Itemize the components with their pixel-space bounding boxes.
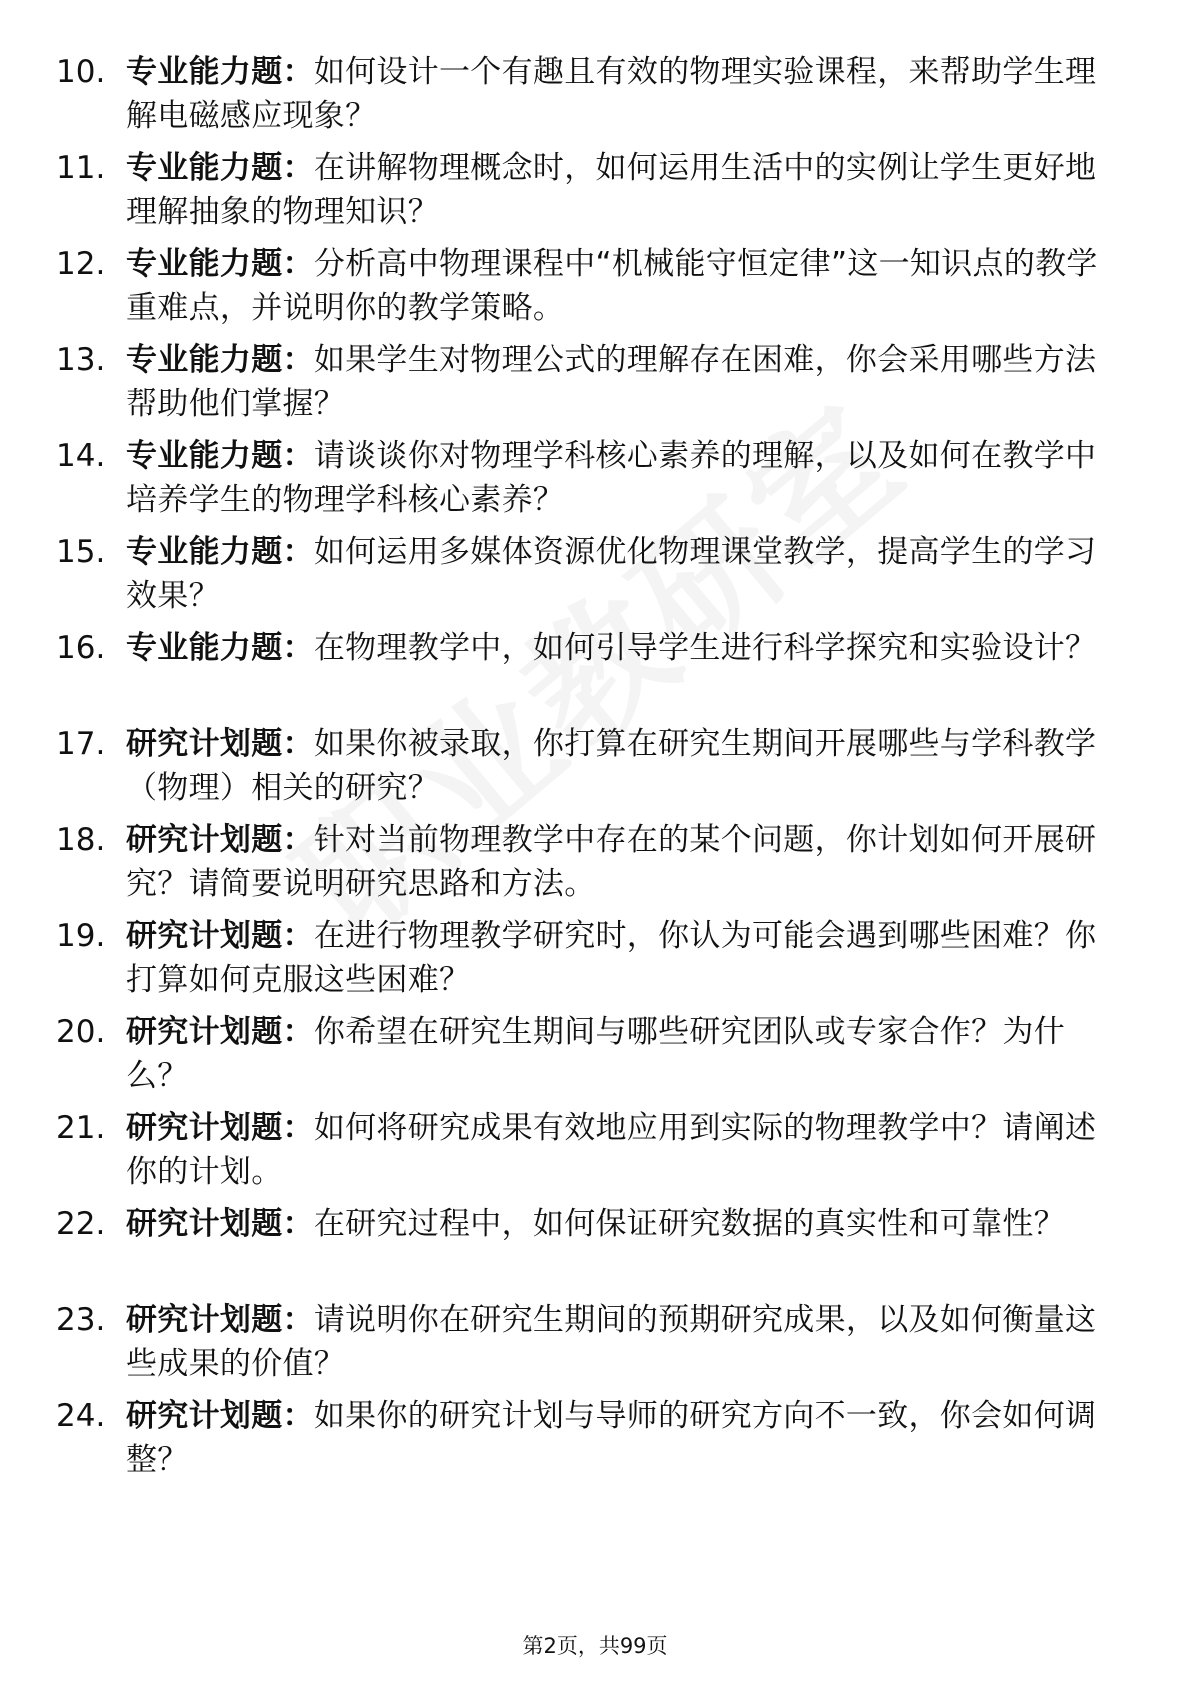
question-type: 研究计划题： [126,1014,314,1050]
question-number: 12. [56,246,106,282]
question-body [126,50,1126,138]
question-text: 如果你被录取，你打算在研究生期间开展哪些与学科教学（物理）相关的研究？ [126,726,1097,806]
question-body [126,530,1126,618]
question-type: 研究计划题： [126,918,314,954]
question-number: 21. [56,1110,106,1146]
question-text: 在物理教学中，如何引导学生进行科学探究和实验设计？ [313,630,1097,666]
question-number: 22. [56,1206,106,1242]
question-body [126,1106,1126,1194]
question-body [126,626,1126,670]
question-item [0,530,1190,622]
question-type: 专业能力题： [126,438,314,474]
question-text: 请谈谈你对物理学科核心素养的理解，以及如何在教学中培养学生的物理学科核心素养？ [126,438,1097,518]
question-type: 专业能力题： [126,54,314,90]
question-body [126,1202,1126,1246]
question-item [0,914,1190,1006]
question-item [0,1202,1190,1294]
question-item [0,626,1190,718]
question-item [0,722,1190,814]
question-type: 专业能力题： [126,342,314,378]
question-number: 11. [56,150,106,186]
question-body [126,1010,1126,1098]
question-text: 如果学生对物理公式的理解存在困难，你会采用哪些方法帮助他们掌握？ [126,342,1097,422]
question-number: 23. [56,1302,106,1338]
question-type: 研究计划题： [126,1206,314,1242]
question-text: 如何将研究成果有效地应用到实际的物理教学中？请阐述你的计划。 [126,1110,1097,1190]
question-number: 13. [56,342,106,378]
question-type: 专业能力题： [126,246,314,282]
question-item [0,1298,1190,1390]
question-body [126,146,1126,234]
question-type: 研究计划题： [126,1110,314,1146]
question-text: 你希望在研究生期间与哪些研究团队或专家合作？为什么？ [126,1014,1066,1094]
question-type: 专业能力题： [126,630,314,666]
question-item [0,50,1190,142]
question-text: 在讲解物理概念时，如何运用生活中的实例让学生更好地理解抽象的物理知识？ [126,150,1097,230]
question-text: 针对当前物理教学中存在的某个问题，你计划如何开展研究？请简要说明研究思路和方法。 [126,822,1097,902]
question-item [0,1106,1190,1198]
question-item [0,146,1190,238]
question-text: 分析高中物理课程中“机械能守恒定律”这一知识点的教学重难点，并说明你的教学策略。 [126,246,1098,326]
question-text: 如何设计一个有趣且有效的物理实验课程，来帮助学生理解电磁感应现象？ [126,54,1097,134]
question-body [126,722,1126,810]
question-number: 16. [56,630,106,666]
question-body [126,242,1126,330]
question-type: 研究计划题： [126,1398,314,1434]
question-body [126,1298,1126,1386]
question-item [0,338,1190,430]
question-item [0,1394,1190,1486]
question-text: 如何运用多媒体资源优化物理课堂教学，提高学生的学习效果？ [126,534,1097,614]
question-number: 10. [56,54,106,90]
question-body [126,1394,1126,1482]
question-type: 研究计划题： [126,726,314,762]
question-number: 18. [56,822,106,858]
question-number: 14. [56,438,106,474]
question-item [0,818,1190,910]
question-number: 17. [56,726,106,762]
question-text: 在进行物理教学研究时，你认为可能会遇到哪些困难？你打算如何克服这些困难？ [126,918,1097,998]
question-text: 如果你的研究计划与导师的研究方向不一致，你会如何调整？ [126,1398,1097,1478]
question-body [126,338,1126,426]
question-type: 研究计划题： [126,1302,314,1338]
question-number: 19. [56,918,106,954]
question-item [0,242,1190,334]
question-item [0,434,1190,526]
question-number: 20. [56,1014,106,1050]
question-body [126,434,1126,522]
question-item [0,1010,1190,1102]
page-footer: 第2页，共99页 [522,1634,668,1658]
question-type: 专业能力题： [126,150,314,186]
question-text: 请说明你在研究生期间的预期研究成果，以及如何衡量这些成果的价值？ [126,1302,1097,1382]
question-type: 研究计划题： [126,822,314,858]
question-number: 15. [56,534,106,570]
question-body [126,914,1126,1002]
question-type: 专业能力题： [126,534,314,570]
question-text: 在研究过程中，如何保证研究数据的真实性和可靠性？ [313,1206,1066,1242]
question-number: 24. [56,1398,106,1434]
question-body [126,818,1126,906]
